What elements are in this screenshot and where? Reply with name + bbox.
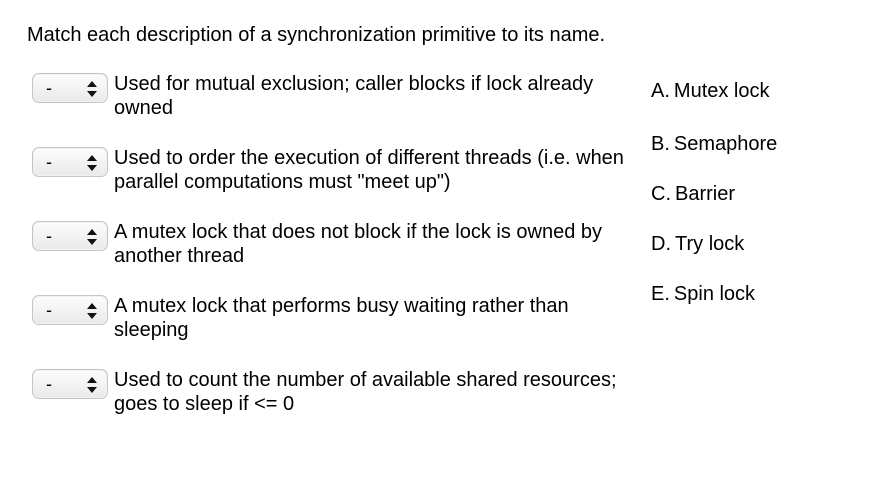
option-label: Try lock <box>675 233 745 255</box>
select-value: - <box>46 374 52 394</box>
option-letter: B. <box>651 133 670 155</box>
option-label: Spin lock <box>673 283 756 305</box>
option-letter: E. <box>651 283 670 305</box>
answer-select[interactable] <box>32 221 108 251</box>
answer-option <box>651 282 755 306</box>
option-label: Barrier <box>675 183 736 205</box>
description-text: A mutex lock that does not block if the lock is owned by another thread <box>114 221 603 267</box>
select-value: - <box>46 152 52 172</box>
description-text: Used to order the execution of different threads (i.e. when parallel computations must "meet up") <box>114 147 624 193</box>
question-prompt: Match each description of a synchronization primitive to its name. <box>27 24 606 46</box>
option-letter: D. <box>651 233 671 255</box>
up-down-arrows-icon <box>86 79 98 99</box>
option-label: Mutex lock <box>673 80 770 102</box>
option-label: Semaphore <box>673 133 778 155</box>
answer-select[interactable] <box>32 369 108 399</box>
up-down-arrows-icon <box>86 301 98 321</box>
option-letter: A. <box>651 80 670 102</box>
answer-select[interactable] <box>32 73 108 103</box>
up-down-arrows-icon <box>86 227 98 247</box>
description-text: Used to count the number of available shared resources; goes to sleep if <= 0 <box>114 369 617 415</box>
answer-option <box>651 79 770 103</box>
up-down-arrows-icon <box>86 375 98 395</box>
answer-option <box>651 132 777 156</box>
description-text: A mutex lock that performs busy waiting rather than sleeping <box>114 295 569 341</box>
select-value: - <box>46 300 52 320</box>
up-down-arrows-icon <box>86 153 98 173</box>
option-letter: C. <box>651 183 671 205</box>
answer-select[interactable] <box>32 295 108 325</box>
select-value: - <box>46 78 52 98</box>
description-text: Used for mutual exclusion; caller blocks if lock already owned <box>114 73 594 119</box>
answer-option <box>651 232 744 256</box>
answer-option <box>651 182 735 206</box>
select-value: - <box>46 226 52 246</box>
answer-select[interactable] <box>32 147 108 177</box>
